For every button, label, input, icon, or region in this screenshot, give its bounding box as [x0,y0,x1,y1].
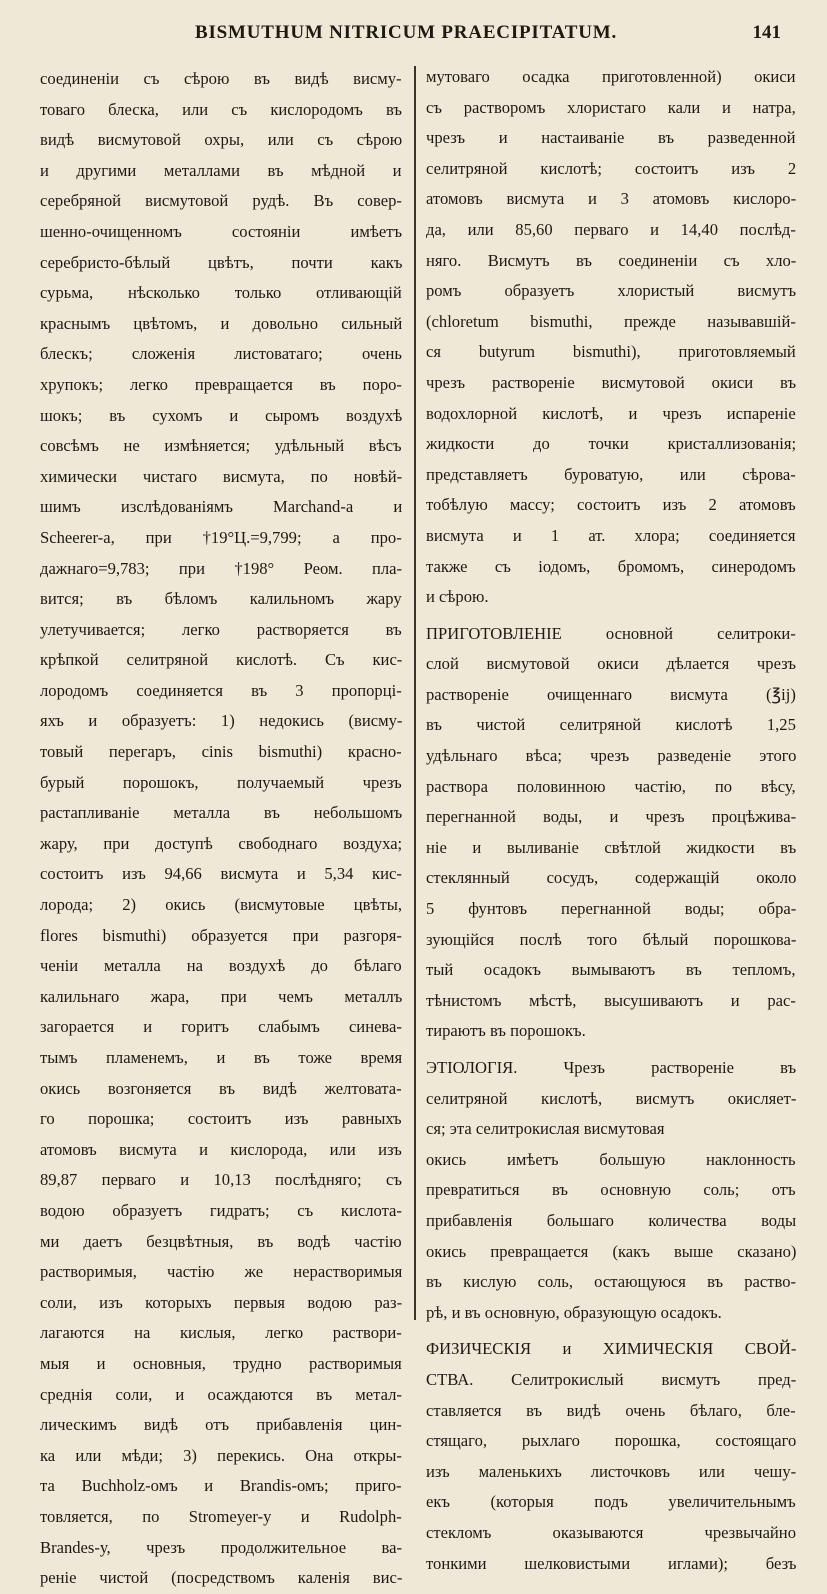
text-line: тѣнистомъ мѣстѣ, высушиваютъ и рас- [426,990,796,1010]
text-line: изъ маленькихъ листочковъ или чешу- [426,1461,796,1481]
text-line: стекломъ оказываются чрезвычайно [426,1522,796,1542]
text-line: стеклянный сосудъ, содержащій около [426,868,796,888]
text-line: мыя и основныя, трудно растворимыя [40,1353,402,1373]
text-line: товляется, по Stromeyer-у и Rudolph- [40,1506,402,1526]
text-line: СТВА. Селитрокислый висмутъ пред- [426,1369,796,1389]
text-line: 5 фунтовъ перегнанной воды; обра- [426,899,796,919]
text-line: ся; эта селитрокислая висмутовая [426,1119,665,1139]
text-line: видѣ висмутовой охры, или съ сѣрою [40,130,402,150]
paragraph-preparation [426,619,796,1047]
text-line: въ кислую соль, остающуюся въ раство- [426,1272,796,1292]
text-line: перегнанной воды, и чрезъ процѣживa- [426,807,796,827]
text-line: лагаются на кислыя, легко раствори- [40,1323,402,1343]
text-line: тый осадокъ вымываютъ въ тепломъ, [426,960,796,980]
text-line: ромъ образуетъ хлористый висмутъ [426,281,796,301]
text-line: яхъ и образуетъ: 1) недокись (висму- [40,711,402,731]
text-line: окись возгоняется въ видѣ желтовата- [40,1078,402,1098]
text-line: водою образуетъ гидратъ; съ кислота- [40,1200,402,1220]
text-line: лическимъ видѣ отъ прибавленія цин- [40,1415,402,1435]
text-line: няго. Висмутъ въ соединеніи съ хло- [426,250,796,270]
text-line: растворимыя, частію же нерастворимыя [40,1262,402,1282]
text-line: стящаго, рыхлаго порошка, состоящаго [426,1431,796,1451]
text-line: лородомъ соединяется въ 3 пропорці- [40,680,402,700]
text-line: ми даетъ безцвѣтныя, въ водѣ частію [40,1231,402,1251]
text-line: превратиться въ основную соль; отъ [426,1180,796,1200]
text-line: шимъ изслѣдованіямъ Marchand-а и [40,497,402,517]
text-line: и сѣрою. [426,587,489,607]
text-line: растапливаніе металла въ небольшомъ [40,803,402,823]
text-line: слой висмутовой окиси дѣлается чрезъ [426,654,796,674]
right-column [426,62,796,1579]
text-line: да, или 85,60 перваго и 14,40 послѣд- [426,219,796,239]
text-line: представляетъ буроватую, или сѣрова- [426,464,796,484]
text-line: краснымъ цвѣтомъ, и довольно сильный [40,313,402,333]
text-line: тираютъ въ порошокъ. [426,1021,586,1041]
text-line: атомовъ висмута и кислорода, или изъ [40,1139,402,1159]
text-line: го порошка; состоитъ изъ равныхъ [40,1109,402,1129]
text-line: товаго блеска, или съ кислородомъ въ [40,99,402,119]
paragraph-etiology [426,1053,796,1328]
text-line: ставляется въ видѣ очень бѣлаго, бле- [426,1400,796,1420]
text-line: серебряной висмутовой рудѣ. Въ совер- [40,191,402,211]
text-line: чрезъ и настаиваніе въ разведенной [426,128,796,148]
text-line: ніе и выливаніе свѣтлой жидкости въ [426,837,796,857]
text-line: товый перегаръ, cinis bismuthi) красно- [40,742,402,762]
text-line: ка или мѣди; 3) перекись. Она откры- [40,1445,402,1465]
text-line: растворенiе очищеннаго висмута (℥ij) [426,684,796,704]
text-line: Scheerer-а, при †19°Ц.=9,799; а про- [40,527,402,547]
text-line: рѣ, и въ основную, образующую осадокъ. [426,1302,722,1322]
text-line: улетучивается; легко растворяется въ [40,619,402,639]
text-line: калильнаго жара, при чемъ металлъ [40,986,402,1006]
text-line: ченіи металла на воздухѣ до бѣлаго [40,956,402,976]
text-line: водохлорной кислотѣ, и чрезъ испареніе [426,403,796,423]
text-line: екъ (которыя подъ увеличительнымъ [426,1492,796,1512]
text-line: удѣльнаго вѣса; чрезъ разведеніе этого [426,746,796,766]
text-line: съ растворомъ хлористаго кали и натра, [426,97,796,117]
text-line: въ чистой селитряной кислотѣ 1,25 [426,715,796,735]
text-line: тымъ пламенемъ, и въ тоже время [40,1048,402,1067]
text-line: сурьма, нѣсколько только отливающій [40,283,402,303]
text-line: бурый порошокъ, получаемый чрезъ [40,772,402,792]
text-line: крѣпкой селитряной кислотѣ. Съ кис- [40,650,402,670]
text-line: селитряной кислотѣ, висмутъ окисляет- [426,1088,796,1108]
text-line: шенно-очищенномъ состояніи имѣетъ [40,221,402,241]
text-line: раствора половинною частію, по вѣсу, [426,776,796,796]
page-header [0,22,827,52]
text-line: тонкими шелковистыми иглами); безъ [426,1553,796,1573]
text-line: окись превращается (какъ выше сказано) [426,1241,796,1261]
text-line: дажнаго=9,783; при †198° Реом. пла- [40,558,402,578]
text-line: ПРИГОТОВЛЕНІЕ основной селитроки- [426,623,796,643]
column-divider [414,66,416,1320]
text-line: зующійся послѣ того бѣлый порошкова- [426,929,796,949]
text-line: (chloretum bismuthi, прежде называвшій- [426,311,796,331]
text-line: лорода; 2) окись (висмутовые цвѣты, [40,895,402,915]
text-line: селитряной кислотѣ; состоитъ изъ 2 [426,158,796,178]
text-line: висмута и 1 ат. хлора; соединяется [426,525,796,545]
text-line: совсѣмъ не измѣняется; удѣльный вѣсъ [40,436,402,456]
text-line: соединеніи съ сѣрою въ видѣ висму- [40,69,402,88]
text-line: соли, изъ которыхъ первыя водою раз- [40,1292,402,1312]
text-line: и другими металлами въ мѣдной и [40,160,402,180]
left-column [40,64,402,1594]
text-line: тобѣлую массу; состоитъ изъ 2 атомовъ [426,495,796,515]
text-line: жидкости до точки кристаллизованія; [426,434,796,454]
text-line: химически чистаго висмута, по новѣй- [40,466,402,486]
text-line: flores bismuthi) образуется при разгоря- [40,925,402,945]
text-line: Brandes-у, чрезъ продолжительное ва- [40,1537,402,1557]
text-line: состоитъ изъ 94,66 висмута и 5,34 кис- [40,864,402,884]
text-line: также съ іодомъ, бромомъ, синеродомъ [426,556,796,576]
text-line: хрупокъ; легко превращается въ поро- [40,374,402,394]
text-line: жару, при доступѣ свободнаго воздуха; [40,833,402,853]
text-line: чрезъ растворенiе висмутовой окиси въ [426,372,796,392]
text-line: серебристо-бѣлый цвѣтъ, почти какъ [40,252,402,272]
text-line: реніе чистой (посредствомъ каленія вис- [40,1568,402,1588]
text-line: ся butyrum bismuthi), приготовляемый [426,342,796,362]
text-line: среднія соли, и осаждаются въ метал- [40,1384,402,1404]
text-line: окись имѣетъ большую наклонность [426,1149,796,1169]
page-number: 141 [752,22,781,43]
text-line: 89,87 перваго и 10,13 послѣдняго; съ [40,1170,402,1190]
text-line: та Buchholz-омъ и Brandis-омъ; приго- [40,1476,402,1496]
text-line: загорается и горитъ слабымъ синева- [40,1017,402,1037]
text-line: прибавленія большаго количества воды [426,1210,796,1230]
text-line: ФИЗИЧЕСКІЯ и ХИМИЧЕСКІЯ СВОЙ- [426,1339,796,1359]
paragraph-properties [426,1334,796,1579]
text-line: шокъ; въ сухомъ и сыромъ воздухѣ [40,405,402,425]
text-line: мутоваго осадка приготовленной) окиси [426,67,796,86]
running-title: BISMUTHUM NITRICUM PRAECIPITATUM. [195,22,618,43]
text-line: вится; въ бѣломъ калильномъ жару [40,589,402,609]
text-line: атомовъ висмута и 3 атомовъ кислоро- [426,189,796,209]
text-line: блескъ; сложенія листоватаго; очень [40,344,402,364]
paragraph-bismuth-oxides [426,62,796,613]
text-line: ЭТІОЛОГІЯ. Чрезъ растворенiе въ [426,1058,796,1077]
